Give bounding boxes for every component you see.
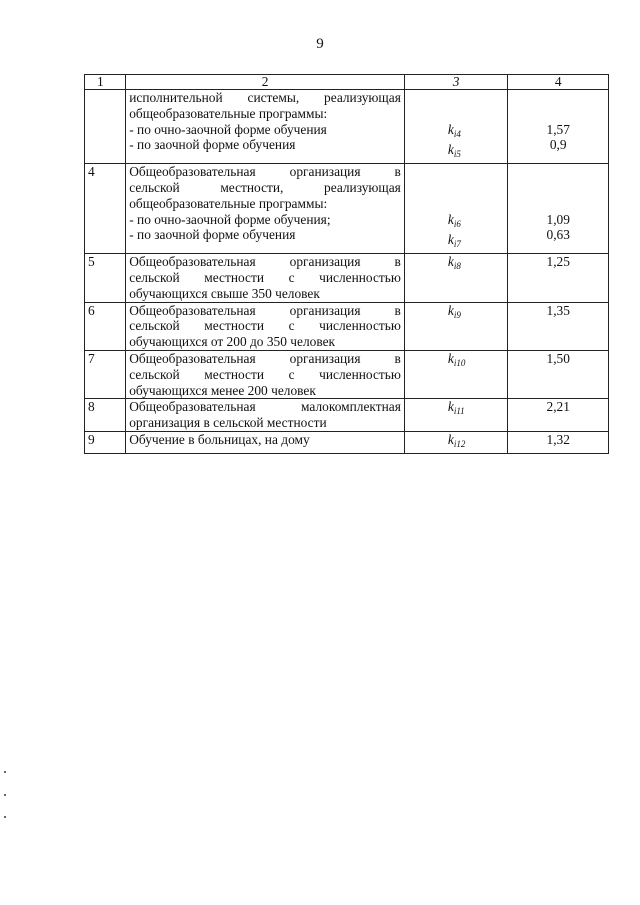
coefficient-value: 1,50 — [546, 350, 570, 366]
coefficient-symbol-cell — [404, 431, 508, 453]
coefficient-subscript: i10 — [453, 357, 466, 368]
coefficient-value: 1,57 — [546, 121, 570, 137]
coefficient-letter: k — [447, 232, 454, 248]
header-col-2: 2 — [126, 75, 405, 90]
description-line: обучающихся от 200 до 350 человек — [129, 334, 336, 350]
coefficient-letter: k — [447, 121, 454, 137]
coefficient-subscript: i12 — [453, 438, 466, 449]
description-line: - по заочной форме обучения — [129, 137, 296, 153]
table-row — [85, 399, 609, 432]
row-number: 7 — [85, 350, 126, 398]
coefficient-symbol — [408, 303, 505, 324]
row-description — [126, 254, 405, 302]
coefficient-value-cell — [508, 164, 609, 254]
description-line: сельской местности с численностью — [129, 366, 401, 382]
table-row — [85, 90, 609, 164]
coefficient-value: 0,9 — [549, 137, 567, 153]
coefficient-symbol-cell — [404, 90, 508, 164]
scan-mark — [4, 771, 6, 773]
coefficient-value-cell — [508, 302, 609, 350]
description-line: сельской местности с численностью — [129, 269, 401, 285]
coefficient-letter: k — [447, 254, 454, 270]
table-row — [85, 164, 609, 254]
header-col-3: 3 — [404, 75, 508, 90]
coefficient-letter: k — [447, 302, 454, 318]
description-line: - по очно-заочной форме обучения; — [129, 211, 331, 227]
coefficient-symbol-cell — [404, 302, 508, 350]
coefficient-symbol-cell — [404, 350, 508, 398]
coefficient-symbol-cell — [404, 399, 508, 432]
description-line: Общеобразовательная малокомплектная — [129, 399, 401, 415]
coefficient-value-cell — [508, 399, 609, 432]
coefficient-symbol-cell — [404, 254, 508, 302]
description-line: Общеобразовательная организация в — [129, 254, 401, 270]
coefficients-table — [84, 74, 609, 454]
coefficient-value-cell — [508, 350, 609, 398]
table-row — [85, 431, 609, 453]
coefficient-letter: k — [447, 211, 454, 227]
coefficient-letter: k — [447, 142, 454, 158]
coefficient-value: 0,63 — [546, 227, 570, 243]
description-line: Общеобразовательная организация в — [129, 302, 401, 318]
coefficient-symbol-cell — [404, 164, 508, 254]
coefficient-value: 1,09 — [546, 211, 570, 227]
row-number — [85, 90, 126, 164]
coefficient-subscript: i7 — [453, 239, 461, 250]
table-header-row — [85, 75, 609, 90]
coefficient-letter: k — [447, 399, 454, 415]
coefficient-symbol — [408, 122, 505, 143]
row-number: 6 — [85, 302, 126, 350]
description-line: - по очно-заочной форме обучения — [129, 121, 327, 137]
description-line: Общеобразовательная организация в — [129, 164, 401, 180]
header-col-1: 1 — [85, 75, 126, 90]
row-description — [126, 90, 405, 164]
page-number: 9 — [316, 36, 324, 52]
coefficient-subscript: i4 — [453, 128, 461, 139]
coefficient-value-cell — [508, 90, 609, 164]
description-line: - по заочной форме обучения — [129, 227, 296, 243]
description-line: общеобразовательные программы: — [129, 195, 328, 211]
description-line: исполнительной системы, реализующая — [129, 90, 401, 105]
coefficient-subscript: i11 — [453, 406, 465, 417]
table-row — [85, 350, 609, 398]
table-row — [85, 254, 609, 302]
coefficient-letter: k — [447, 431, 454, 447]
description-line: обучающихся менее 200 человек — [129, 382, 316, 398]
description-line: обучающихся свыше 350 человек — [129, 285, 320, 301]
header-col-4: 4 — [508, 75, 609, 90]
coefficient-symbol — [408, 232, 505, 253]
description-line: сельской местности с численностью — [129, 318, 401, 334]
coefficient-value-cell — [508, 431, 609, 453]
coefficient-subscript: i5 — [453, 149, 461, 160]
row-description — [126, 350, 405, 398]
table-body — [85, 75, 609, 454]
coefficient-value: 1,32 — [546, 431, 570, 447]
description-line: Общеобразовательная организация в — [129, 350, 401, 366]
coefficient-symbol — [408, 254, 505, 275]
scan-mark — [4, 794, 6, 796]
description-line: организация в сельской местности — [129, 415, 327, 431]
description-line: Обучение в больницах, на дому — [129, 431, 310, 447]
coefficient-letter: k — [447, 350, 454, 366]
table-row — [85, 302, 609, 350]
description-line: сельской местности, реализующая — [129, 179, 401, 195]
row-number: 4 — [85, 164, 126, 254]
row-number: 5 — [85, 254, 126, 302]
coefficient-symbol — [408, 351, 505, 372]
coefficient-symbol — [408, 142, 505, 163]
scan-mark — [4, 816, 6, 818]
coefficient-symbol — [408, 432, 505, 453]
coefficient-subscript: i9 — [453, 309, 461, 320]
coefficient-symbol — [408, 399, 505, 420]
coefficient-value: 1,25 — [546, 254, 570, 270]
description-line: общеобразовательные программы: — [129, 105, 328, 121]
row-number: 8 — [85, 399, 126, 432]
row-description — [126, 164, 405, 254]
row-description — [126, 302, 405, 350]
coefficient-value: 1,35 — [546, 302, 570, 318]
row-number: 9 — [85, 431, 126, 453]
coefficient-subscript: i6 — [453, 218, 461, 229]
row-description — [126, 399, 405, 432]
coefficient-symbol — [408, 212, 505, 233]
coefficient-value-cell — [508, 254, 609, 302]
coefficient-value: 2,21 — [546, 399, 570, 415]
coefficient-subscript: i8 — [453, 261, 461, 272]
row-description — [126, 431, 405, 453]
